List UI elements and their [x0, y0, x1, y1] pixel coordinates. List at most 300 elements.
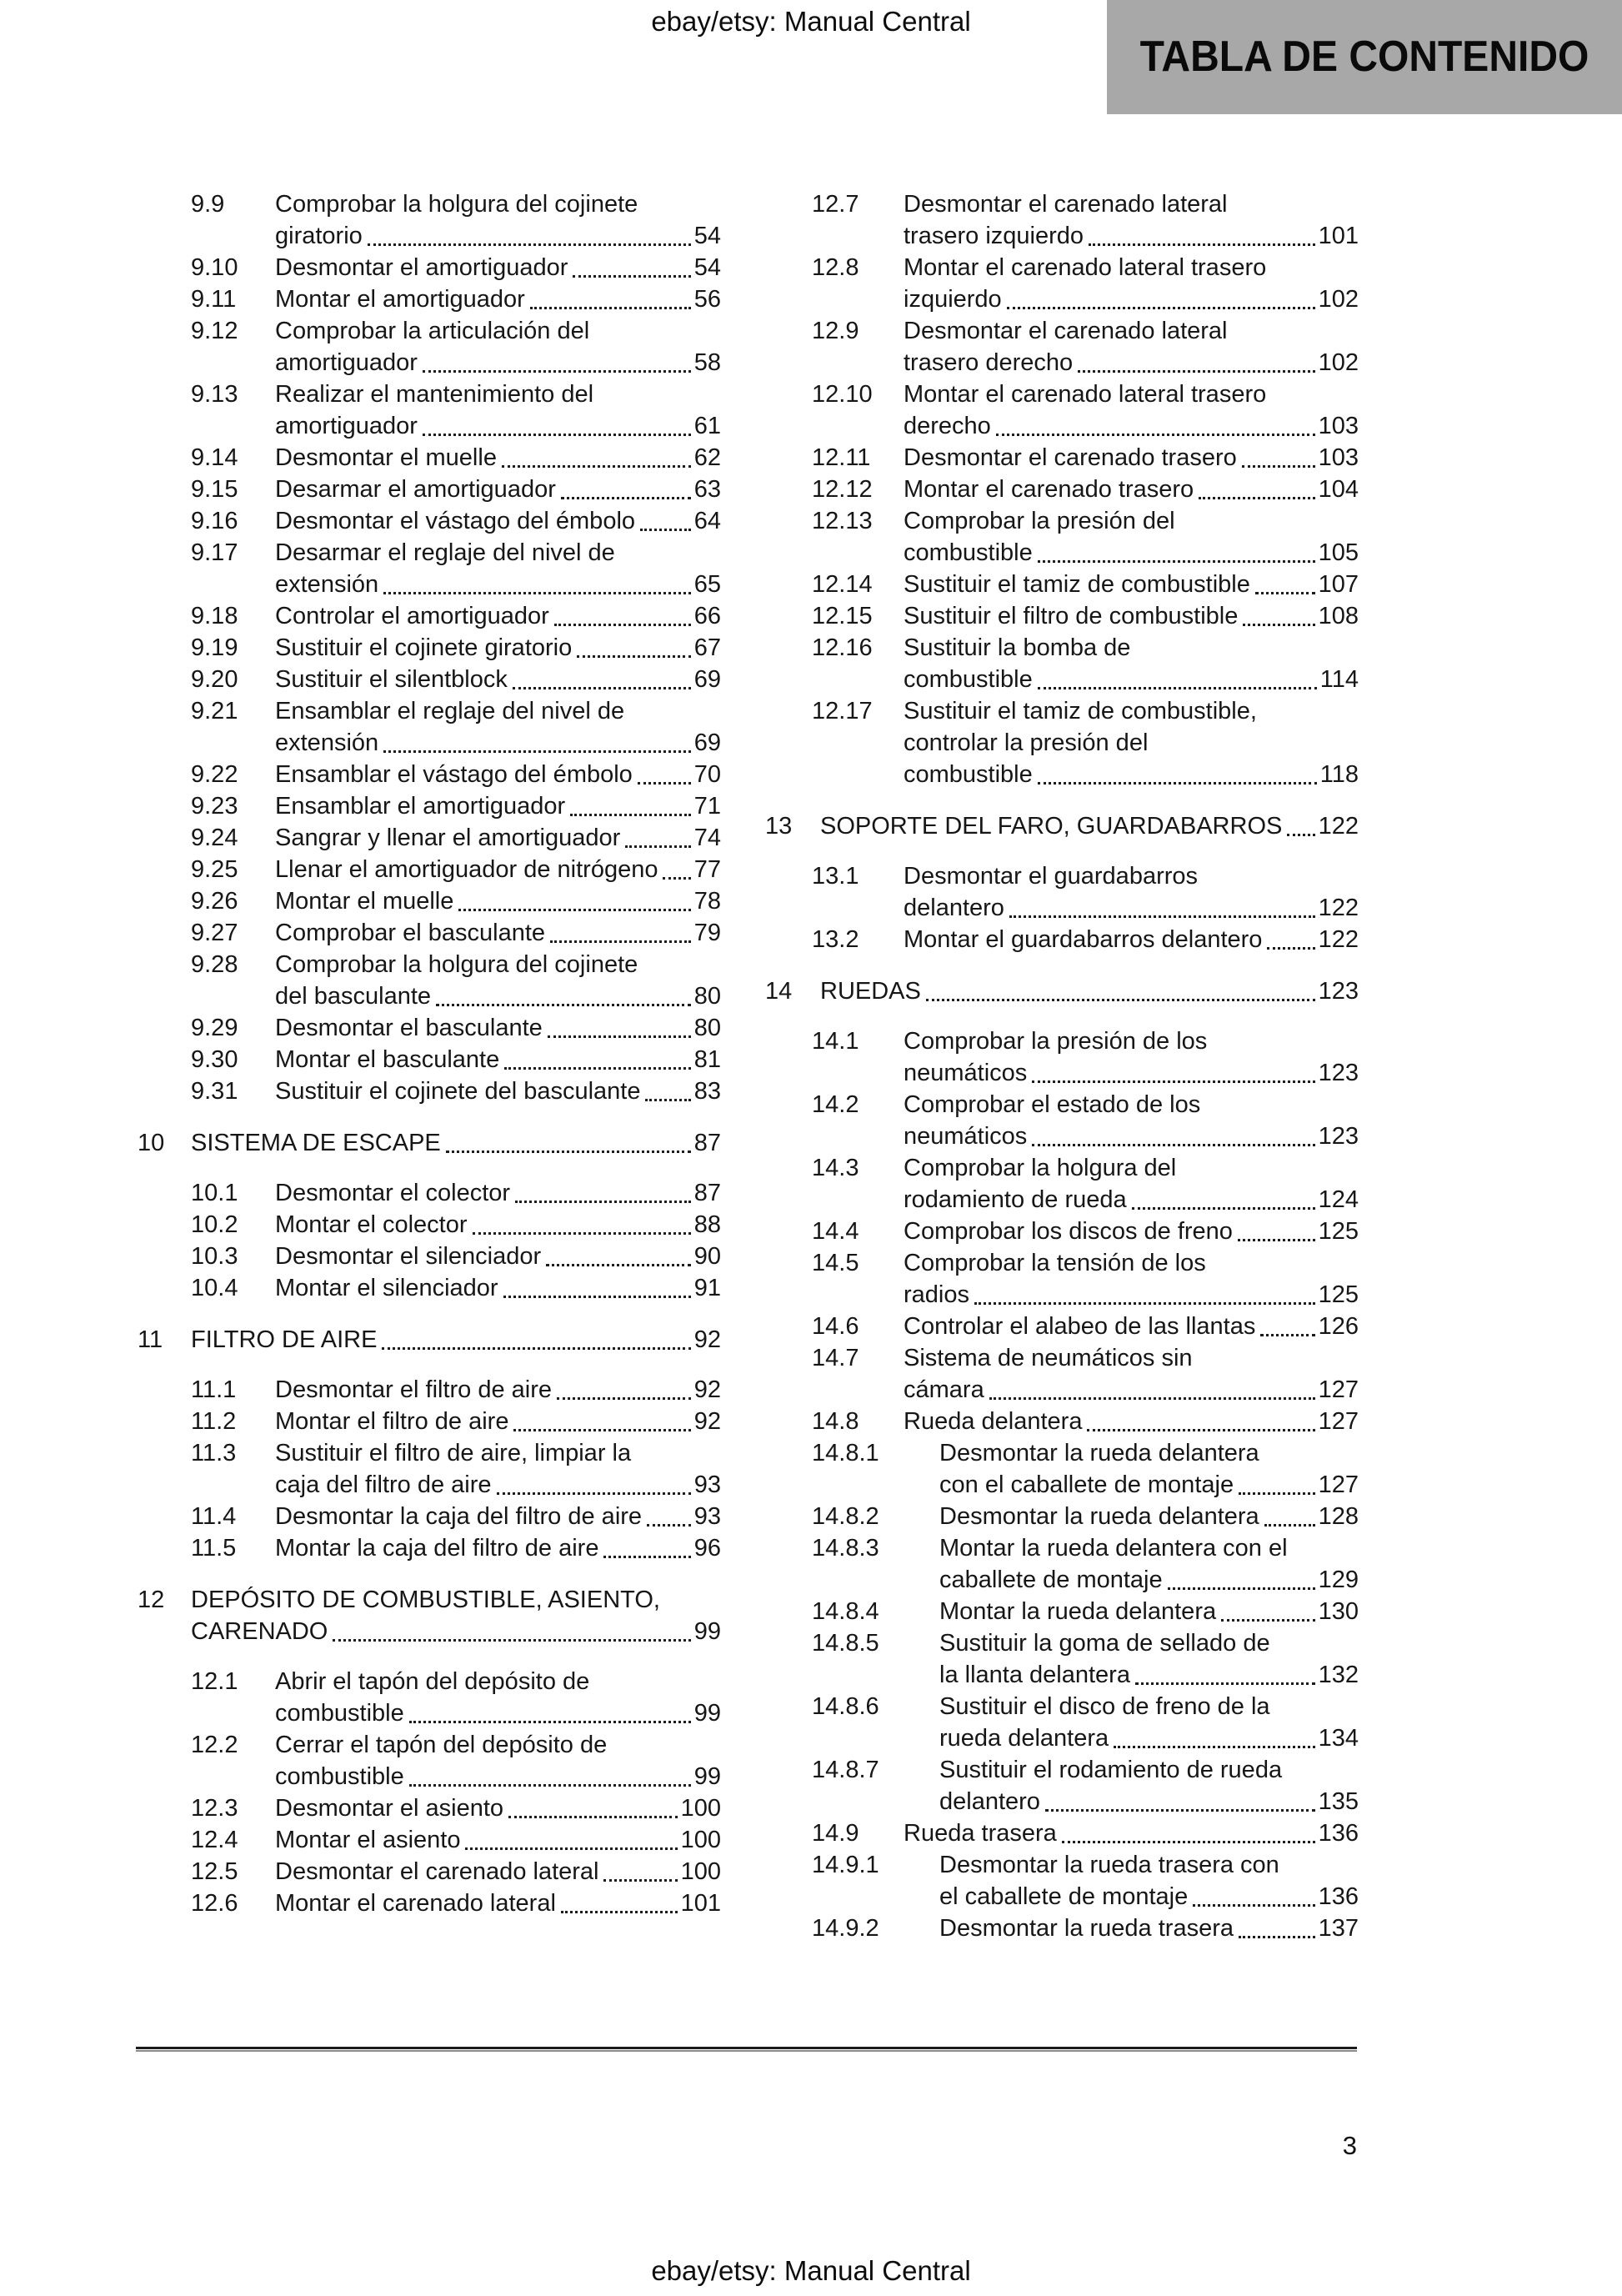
- toc-entry: [757, 860, 1359, 924]
- entry-page-number: 130: [1318, 1598, 1359, 1625]
- toc-entry: [757, 1342, 1359, 1406]
- toc-entry: [138, 1792, 721, 1824]
- entry-number: 9.10: [191, 254, 238, 281]
- entry-body: [275, 1012, 721, 1044]
- dot-leader: [503, 1296, 691, 1298]
- entry-page-number: 78: [693, 888, 721, 915]
- entry-title-line: Sustituir el silentblock: [275, 666, 508, 693]
- entry-page-number: 124: [1318, 1186, 1359, 1213]
- entry-number: 9.28: [191, 951, 238, 978]
- entry-page-number: 127: [1318, 1376, 1359, 1403]
- dot-leader: [383, 592, 691, 594]
- entry-number: 10.4: [191, 1275, 238, 1301]
- dot-leader: [1032, 1080, 1314, 1083]
- entry-body: [275, 885, 721, 917]
- entry-number: 13.1: [812, 863, 859, 890]
- entry-body: [275, 1666, 721, 1729]
- toc-entry: [138, 1177, 721, 1209]
- entry-body: [939, 1627, 1359, 1691]
- dot-leader: [577, 655, 691, 658]
- entry-title-line: RUEDAS: [820, 978, 921, 1005]
- entry-body: [904, 315, 1359, 378]
- toc-entry: [138, 600, 721, 632]
- entry-page-number: 123: [1318, 1060, 1359, 1086]
- entry-title-line: Sustituir el filtro de combustible: [904, 603, 1239, 629]
- entry-page-number: 128: [1318, 1503, 1359, 1530]
- entry-body: [904, 1152, 1359, 1216]
- entry-body: [275, 1824, 721, 1856]
- entry-title-line: caja del filtro de aire: [275, 1471, 492, 1498]
- dot-leader: [473, 1232, 691, 1235]
- entry-number: 14.9.2: [812, 1915, 879, 1942]
- dot-leader: [561, 497, 691, 499]
- entry-title-line: Comprobar la holgura del cojinete: [275, 191, 638, 218]
- entry-title-line: Comprobar la presión del: [904, 508, 1175, 534]
- toc-entry: [138, 252, 721, 283]
- entry-title-line: la llanta delantera: [939, 1662, 1130, 1688]
- entry-page-number: 102: [1318, 286, 1359, 313]
- entry-title-line: Sustituir el disco de freno de la: [939, 1693, 1270, 1720]
- entry-page-number: 99: [693, 1700, 721, 1727]
- entry-number: 14.8.7: [812, 1757, 879, 1783]
- toc-entry: [757, 1754, 1359, 1817]
- entry-body: [275, 1792, 721, 1824]
- entry-body: [939, 1912, 1359, 1944]
- entry-title-line: combustible: [904, 539, 1033, 566]
- entry-title-line: CARENADO: [191, 1618, 328, 1645]
- dot-leader: [554, 624, 691, 626]
- entry-title-line: Realizar el mantenimiento del: [275, 381, 594, 408]
- dot-leader: [513, 687, 691, 689]
- entry-title-line: Desmontar la rueda trasera: [939, 1915, 1234, 1942]
- entry-title-line: Rueda trasera: [904, 1820, 1057, 1847]
- entry-page-number: 100: [680, 1858, 721, 1885]
- entry-page-number: 69: [693, 666, 721, 693]
- entry-page-number: 122: [1318, 926, 1359, 953]
- toc-entry: [138, 1209, 721, 1241]
- dot-leader: [436, 1004, 691, 1006]
- dot-leader: [550, 940, 691, 943]
- contents-title-box: [1107, 0, 1622, 114]
- toc-entry: [757, 1089, 1359, 1152]
- toc-entry: [138, 695, 721, 759]
- entry-page-number: 64: [693, 508, 721, 534]
- dot-leader: [1267, 947, 1314, 950]
- footer-rule: [136, 2047, 1357, 2052]
- entry-page-number: 99: [693, 1618, 721, 1645]
- entry-body: [939, 1501, 1359, 1532]
- dot-leader: [974, 1302, 1315, 1305]
- entry-page-number: 99: [693, 1763, 721, 1790]
- dot-leader: [383, 750, 691, 753]
- entry-title-line: Comprobar la holgura del cojinete: [275, 951, 638, 978]
- entry-body: [275, 442, 721, 474]
- dot-leader: [1168, 1587, 1315, 1590]
- entry-title-line: Sustituir el tamiz de combustible,: [904, 698, 1257, 724]
- toc-entry: [757, 378, 1359, 442]
- entry-title-line: Comprobar el estado de los: [904, 1091, 1201, 1118]
- dot-leader: [1078, 370, 1314, 373]
- dot-leader: [1135, 1682, 1315, 1685]
- entry-number: 14.8.2: [812, 1503, 879, 1530]
- entry-number: 12.14: [812, 571, 873, 598]
- entry-body: [275, 822, 721, 854]
- toc-entry: [757, 924, 1359, 955]
- toc-entry: [757, 474, 1359, 505]
- entry-title-line: Comprobar la holgura del: [904, 1155, 1177, 1181]
- toc-entry: [138, 1075, 721, 1107]
- entry-page-number: 129: [1318, 1567, 1359, 1593]
- dot-leader: [548, 1035, 691, 1038]
- entry-body: [275, 1075, 721, 1107]
- entry-number: 14.8.4: [812, 1598, 879, 1625]
- entry-title-line: Desmontar el carenado lateral: [904, 191, 1228, 218]
- entry-page-number: 126: [1318, 1313, 1359, 1340]
- entry-title-line: combustible: [904, 666, 1033, 693]
- entry-number: 10: [138, 1130, 165, 1156]
- dot-leader: [513, 1429, 690, 1431]
- dot-leader: [1009, 915, 1315, 918]
- toc-column-left: [138, 188, 721, 1919]
- entry-page-number: 69: [693, 729, 721, 756]
- entry-title-line: Montar el amortiguador: [275, 286, 525, 313]
- dot-leader: [1239, 1936, 1315, 1938]
- entry-body: [275, 1374, 721, 1406]
- entry-title-line: amortiguador: [275, 349, 418, 376]
- entry-body: [904, 924, 1359, 955]
- dot-leader: [409, 1721, 691, 1723]
- entry-number: 14.8.1: [812, 1440, 879, 1466]
- entry-page-number: 107: [1318, 571, 1359, 598]
- entry-number: 11.3: [191, 1440, 237, 1466]
- dot-leader: [423, 370, 691, 373]
- entry-title-line: Sangrar y llenar el amortiguador: [275, 825, 621, 851]
- entry-page-number: 137: [1318, 1915, 1359, 1942]
- toc-entry: [138, 664, 721, 695]
- entry-body: [904, 505, 1359, 569]
- entry-page-number: 56: [693, 286, 721, 313]
- entry-page-number: 62: [693, 444, 721, 471]
- entry-title-line: Ensamblar el vástago del émbolo: [275, 761, 633, 788]
- dot-leader: [573, 275, 690, 278]
- dot-leader: [638, 782, 691, 785]
- entry-page-number: 92: [693, 1408, 721, 1435]
- entry-body: [275, 283, 721, 315]
- entry-page-number: 63: [693, 476, 721, 503]
- entry-title-line: Montar el guardabarros delantero: [904, 926, 1263, 953]
- toc-entry: [138, 1272, 721, 1304]
- entry-body: [939, 1849, 1359, 1912]
- dot-leader: [603, 1556, 690, 1558]
- entry-body: [904, 378, 1359, 442]
- entry-body: [904, 442, 1359, 474]
- entry-page-number: 100: [680, 1795, 721, 1822]
- entry-title-line: Ensamblar el amortiguador: [275, 793, 566, 820]
- entry-title-line: Montar el basculante: [275, 1046, 500, 1073]
- contents-title: TABLA DE CONTENIDO: [1139, 33, 1589, 82]
- entry-page-number: 101: [1318, 223, 1359, 249]
- entry-title-line: combustible: [275, 1700, 404, 1727]
- entry-number: 14.7: [812, 1345, 859, 1371]
- dot-leader: [1221, 1619, 1315, 1622]
- entry-body: [275, 378, 721, 442]
- entry-page-number: 127: [1318, 1471, 1359, 1498]
- entry-page-number: 54: [693, 223, 721, 249]
- entry-body: [275, 1241, 721, 1272]
- toc-entry: [138, 188, 721, 252]
- toc-entry: [138, 822, 721, 854]
- dot-leader: [1193, 1904, 1314, 1907]
- dot-leader: [515, 1201, 691, 1203]
- entry-title-line: Sustituir el filtro de aire, limpiar la: [275, 1440, 632, 1466]
- entry-number: 12.7: [812, 191, 859, 218]
- entry-title-line: Montar el asiento: [275, 1827, 461, 1853]
- entry-body: [275, 664, 721, 695]
- entry-number: 9.15: [191, 476, 238, 503]
- entry-page-number: 134: [1318, 1725, 1359, 1752]
- entry-number: 9.23: [191, 793, 238, 820]
- toc-entry: [138, 759, 721, 790]
- toc-entry: [138, 1406, 721, 1437]
- entry-title-line: FILTRO DE AIRE: [191, 1326, 378, 1353]
- entry-body: [275, 695, 721, 759]
- dot-leader: [333, 1639, 690, 1642]
- entry-title-line: rodamiento de rueda: [904, 1186, 1127, 1213]
- entry-body: [275, 1044, 721, 1075]
- entry-page-number: 88: [693, 1211, 721, 1238]
- dot-leader: [1089, 243, 1315, 246]
- entry-number: 14.1: [812, 1028, 859, 1055]
- entry-title-line: controlar la presión del: [904, 729, 1149, 756]
- entry-title-line: Comprobar la articulación del: [275, 318, 590, 344]
- toc-entry: [138, 1012, 721, 1044]
- toc-entry: [757, 1817, 1359, 1849]
- entry-body: [939, 1532, 1359, 1596]
- entry-title-line: Desmontar el carenado lateral: [904, 318, 1228, 344]
- dot-leader: [647, 1524, 691, 1526]
- entry-body: [904, 1089, 1359, 1152]
- entry-number: 12.3: [191, 1795, 238, 1822]
- entry-title-line: delantero: [904, 895, 1004, 921]
- entry-title-line: radios: [904, 1281, 969, 1308]
- entry-body: [939, 1754, 1359, 1817]
- toc-entry: [757, 1501, 1359, 1532]
- entry-title-line: Rueda delantera: [904, 1408, 1083, 1435]
- entry-title-line: Sustituir la bomba de: [904, 634, 1131, 661]
- entry-body: [275, 1501, 721, 1532]
- entry-page-number: 92: [693, 1326, 721, 1353]
- entry-number: 9.18: [191, 603, 238, 629]
- dot-leader: [409, 1784, 691, 1787]
- entry-title-line: Desmontar el muelle: [275, 444, 497, 471]
- entry-title-line: Comprobar los discos de freno: [904, 1218, 1233, 1245]
- toc-entry: [138, 885, 721, 917]
- entry-title-line: giratorio: [275, 223, 363, 249]
- entry-title-line: Montar el carenado lateral trasero: [904, 381, 1267, 408]
- entry-title-line: Controlar el amortiguador: [275, 603, 549, 629]
- dot-leader: [557, 1397, 691, 1400]
- entry-page-number: 108: [1318, 603, 1359, 629]
- dot-leader: [1242, 465, 1315, 468]
- entry-page-number: 136: [1318, 1883, 1359, 1910]
- dot-leader: [1032, 1144, 1314, 1146]
- toc-entry: [757, 315, 1359, 378]
- entry-number: 9.19: [191, 634, 238, 661]
- dot-leader: [1087, 1429, 1314, 1431]
- entry-page-number: 92: [693, 1376, 721, 1403]
- entry-number: 9.27: [191, 920, 238, 946]
- entry-number: 12.9: [812, 318, 859, 344]
- entry-page-number: 135: [1318, 1788, 1359, 1815]
- entry-number: 14.6: [812, 1313, 859, 1340]
- toc-entry: [757, 1532, 1359, 1596]
- toc-entry: [138, 854, 721, 885]
- entry-page-number: 54: [693, 254, 721, 281]
- entry-body: [275, 854, 721, 885]
- entry-title-line: extensión: [275, 571, 379, 598]
- entry-page-number: 74: [693, 825, 721, 851]
- dot-leader: [423, 434, 691, 436]
- entry-page-number: 125: [1318, 1281, 1359, 1308]
- toc-entry: [757, 975, 1359, 1007]
- entry-title-line: Sustituir el cojinete del basculante: [275, 1078, 641, 1105]
- dot-leader: [1114, 1746, 1314, 1748]
- toc-entry: [757, 1849, 1359, 1912]
- entry-number: 12.6: [191, 1890, 238, 1917]
- entry-body: [904, 1216, 1359, 1247]
- entry-number: 9.11: [191, 286, 237, 313]
- entry-title-line: combustible: [275, 1763, 404, 1790]
- entry-title-line: el caballete de montaje: [939, 1883, 1189, 1910]
- entry-page-number: 83: [693, 1078, 721, 1105]
- toc-entry: [138, 1324, 721, 1356]
- entry-title-line: Montar la rueda delantera: [939, 1598, 1217, 1625]
- entry-number: 9.20: [191, 666, 238, 693]
- entry-title-line: Sustituir el cojinete giratorio: [275, 634, 573, 661]
- entry-title-line: Desmontar la rueda delantera: [939, 1440, 1259, 1466]
- entry-title-line: con el caballete de montaje: [939, 1471, 1234, 1498]
- entry-title-line: Desarmar el amortiguador: [275, 476, 556, 503]
- entry-number: 12.5: [191, 1858, 238, 1885]
- entry-page-number: 80: [693, 983, 721, 1010]
- entry-page-number: 66: [693, 603, 721, 629]
- entry-page-number: 123: [1318, 1123, 1359, 1150]
- entry-title-line: Montar el carenado lateral trasero: [904, 254, 1267, 281]
- entry-title-line: Montar el colector: [275, 1211, 468, 1238]
- dot-leader: [625, 845, 690, 848]
- entry-number: 13.2: [812, 926, 859, 953]
- entry-number: 14.2: [812, 1091, 859, 1118]
- entry-number: 14.5: [812, 1250, 859, 1276]
- entry-number: 12.4: [191, 1827, 238, 1853]
- footer-rule-thin-line: [136, 2050, 1357, 2052]
- entry-title-line: Ensamblar el reglaje del nivel de: [275, 698, 625, 724]
- dot-leader: [1239, 1492, 1315, 1495]
- entry-title-line: Montar el carenado lateral: [275, 1890, 556, 1917]
- entry-title-line: amortiguador: [275, 413, 418, 439]
- entry-body: [275, 315, 721, 378]
- dot-leader: [1132, 1207, 1315, 1210]
- entry-page-number: 81: [693, 1046, 721, 1073]
- dot-leader: [1038, 782, 1317, 785]
- entry-number: 12.1: [191, 1668, 238, 1695]
- entry-body: [904, 860, 1359, 924]
- entry-title-line: SISTEMA DE ESCAPE: [191, 1130, 441, 1156]
- entry-number: 14.3: [812, 1155, 859, 1181]
- dot-leader: [546, 1264, 691, 1266]
- entry-page-number: 103: [1318, 413, 1359, 439]
- entry-body: [275, 917, 721, 949]
- dot-leader: [1238, 1239, 1315, 1241]
- toc-entry: [138, 1666, 721, 1729]
- toc-entry: [757, 1247, 1359, 1311]
- toc-entry: [138, 1856, 721, 1887]
- entry-number: 13: [765, 813, 793, 840]
- entry-page-number: 80: [693, 1015, 721, 1041]
- entry-page-number: 101: [680, 1890, 721, 1917]
- entry-page-number: 96: [693, 1535, 721, 1562]
- entry-title-line: cámara: [904, 1376, 984, 1403]
- entry-title-line: Desmontar la caja del filtro de aire: [275, 1503, 643, 1530]
- entry-title-line: Desmontar el asiento: [275, 1795, 504, 1822]
- entry-body: [904, 1342, 1359, 1406]
- entry-page-number: 114: [1319, 666, 1359, 693]
- entry-title-line: derecho: [904, 413, 991, 439]
- dot-leader: [1062, 1841, 1315, 1843]
- entry-body: [904, 632, 1359, 695]
- entry-title-line: neumáticos: [904, 1123, 1028, 1150]
- entry-number: 12.13: [812, 508, 873, 534]
- entry-body: [904, 1817, 1359, 1849]
- toc-entry: [757, 1691, 1359, 1754]
- entry-page-number: 61: [693, 413, 721, 439]
- toc-entry: [757, 1437, 1359, 1501]
- entry-body: [275, 505, 721, 537]
- entry-title-line: delantero: [939, 1788, 1040, 1815]
- entry-page-number: 127: [1318, 1408, 1359, 1435]
- entry-title-line: Desmontar el carenado lateral: [275, 1858, 599, 1885]
- entry-title-line: SOPORTE DEL FARO, GUARDABARROS: [820, 813, 1283, 840]
- entry-page-number: 93: [693, 1471, 721, 1498]
- entry-number: 11: [138, 1326, 163, 1353]
- entry-page-number: 87: [693, 1180, 721, 1206]
- entry-number: 9.22: [191, 761, 238, 788]
- entry-title-line: Montar la rueda delantera con el: [939, 1535, 1288, 1562]
- entry-number: 9.12: [191, 318, 238, 344]
- entry-title-line: Comprobar el basculante: [275, 920, 546, 946]
- entry-title-line: Desmontar el amortiguador: [275, 254, 568, 281]
- dot-leader: [561, 1911, 678, 1913]
- entry-title-line: Desmontar el basculante: [275, 1015, 543, 1041]
- entry-number: 12.2: [191, 1732, 238, 1758]
- entry-number: 14.9.1: [812, 1852, 879, 1878]
- toc-entry: [138, 315, 721, 378]
- entry-body: [904, 695, 1359, 790]
- entry-body: [275, 1887, 721, 1919]
- entry-title-line: caballete de montaje: [939, 1567, 1163, 1593]
- entry-number: 12.10: [812, 381, 873, 408]
- toc-entry: [757, 1311, 1359, 1342]
- dot-leader: [996, 434, 1315, 436]
- entry-body: [275, 537, 721, 600]
- toc-entry: [138, 1584, 721, 1647]
- entry-body: [939, 1437, 1359, 1501]
- toc-entry: [138, 1127, 721, 1159]
- entry-body: [820, 810, 1359, 842]
- entry-title-line: combustible: [904, 761, 1033, 788]
- dot-leader: [640, 529, 691, 531]
- toc-entry: [138, 1241, 721, 1272]
